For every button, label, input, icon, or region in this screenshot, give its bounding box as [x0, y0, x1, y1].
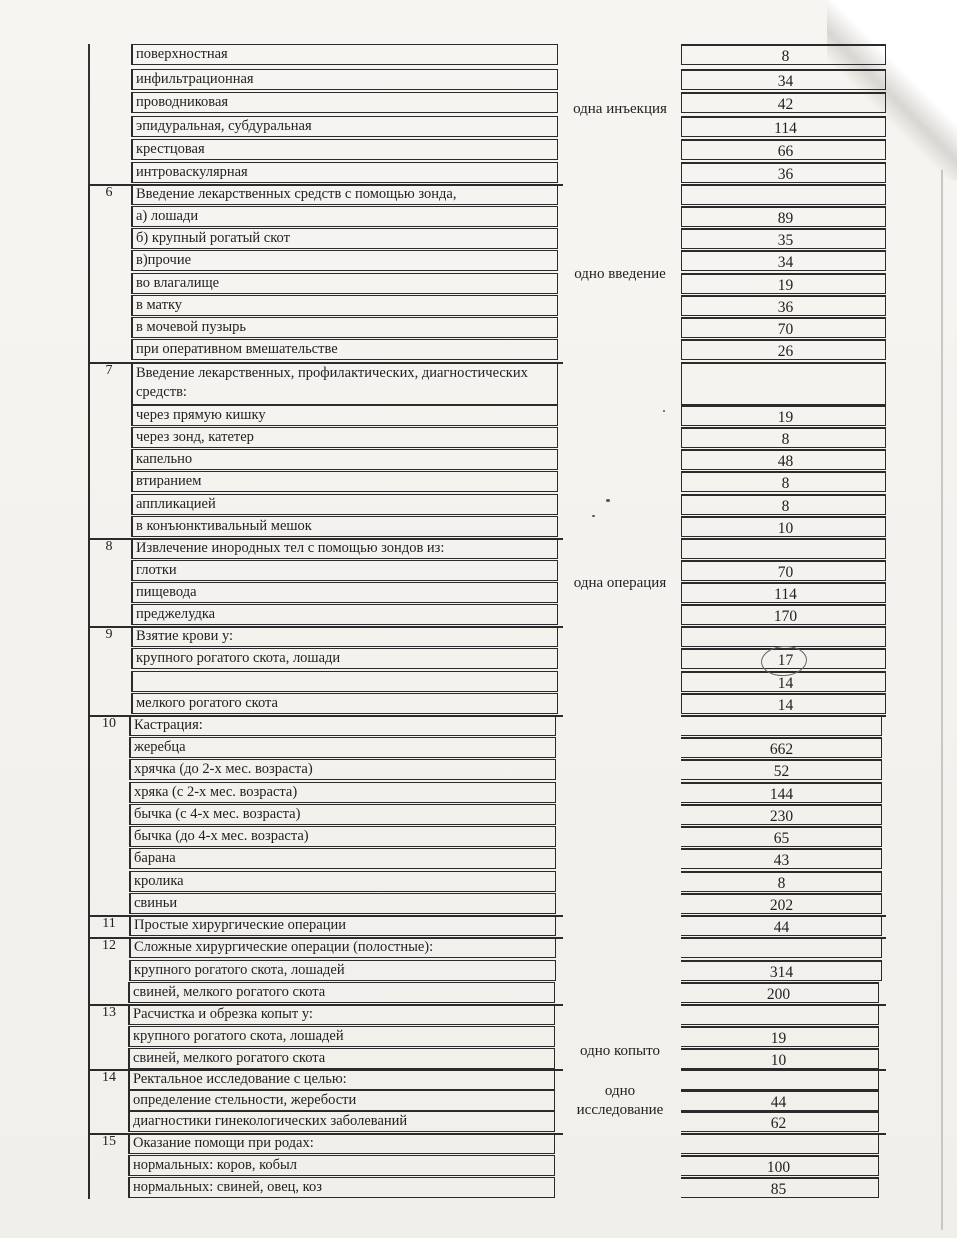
table-row — [0, 826, 957, 848]
table-row — [0, 139, 957, 161]
table-row — [0, 1048, 957, 1070]
row-number — [88, 317, 130, 339]
row-number — [88, 405, 130, 427]
service-description: глотки — [131, 560, 558, 581]
row-number — [88, 139, 130, 161]
service-description: б) крупный рогатый скот — [131, 228, 558, 249]
service-description: Ректальное исследование с целью: — [128, 1069, 555, 1090]
unit-label-injection: одна инъекция — [573, 100, 667, 117]
table-row — [0, 206, 957, 228]
price-value: 662 — [677, 737, 882, 758]
price-value: 70 — [681, 317, 886, 338]
price-value: 14 — [681, 671, 886, 692]
table-row — [0, 92, 957, 114]
table-row — [0, 626, 957, 648]
service-description: а) лошади — [131, 206, 558, 227]
table-row — [0, 494, 957, 516]
row-number — [88, 92, 130, 114]
row-number — [88, 648, 130, 670]
price-value: 19 — [674, 1026, 879, 1047]
row-number: 15 — [102, 1134, 116, 1149]
row-number: 12 — [102, 938, 116, 953]
row-number: 9 — [105, 627, 113, 642]
service-description: определение стельности, жеребости — [128, 1090, 555, 1111]
table-row — [0, 1069, 957, 1091]
price-value: 62 — [674, 1111, 879, 1132]
service-description: крестцовая — [131, 139, 558, 160]
service-description: Сложные хирургические операции (полостные): — [129, 937, 556, 958]
row-number: 14 — [102, 1070, 116, 1085]
service-description: нормальных: коров, кобыл — [128, 1155, 555, 1176]
table-row — [0, 1004, 957, 1026]
row-number — [88, 1026, 130, 1048]
table-row — [0, 1177, 957, 1199]
service-description: Введение лекарственных, профилактических, диагностических средств: — [131, 362, 558, 405]
service-description: крупного рогатого скота, лошадей — [128, 1026, 555, 1047]
row-number — [88, 1111, 130, 1133]
service-description: капельно — [131, 449, 558, 470]
price-value: 170 — [681, 604, 886, 625]
service-description: пищевода — [131, 582, 558, 603]
service-description: в мочевой пузырь — [131, 317, 558, 338]
price-value — [677, 715, 882, 736]
table-row — [0, 339, 957, 361]
unit-label-research: одно исследование — [576, 1083, 664, 1118]
table-row — [0, 273, 957, 295]
table-row — [0, 427, 957, 449]
service-description: Взятие крови у: — [131, 626, 558, 647]
row-number — [88, 339, 130, 361]
row-number — [88, 604, 130, 626]
price-value: 114 — [681, 116, 886, 137]
table-row — [0, 1155, 957, 1177]
table-row — [0, 560, 957, 582]
service-description: барана — [129, 848, 556, 869]
price-value: 70 — [681, 560, 886, 581]
row-number — [88, 848, 130, 870]
price-value: 100 — [674, 1155, 879, 1176]
service-description: проводниковая — [131, 92, 558, 113]
table-row — [0, 848, 957, 870]
row-number — [88, 560, 130, 582]
row-number: 7 — [105, 363, 113, 378]
table-row — [0, 250, 957, 272]
row-number — [88, 804, 130, 826]
service-description: интровaскулярная — [131, 162, 558, 183]
row-number — [88, 273, 130, 295]
price-value: 52 — [677, 759, 882, 780]
table-row — [0, 538, 957, 560]
price-value: 89 — [681, 206, 886, 227]
price-value — [681, 626, 886, 647]
service-description: бычка (до 4-х мес. возраста) — [129, 826, 556, 847]
row-number: 13 — [102, 1005, 116, 1020]
row-number — [88, 1177, 130, 1199]
price-value: 65 — [677, 826, 882, 847]
service-description: Кастрация: — [129, 715, 556, 736]
service-description: при оперативном вмешательстве — [131, 339, 558, 360]
table-row — [0, 317, 957, 339]
price-value: 314 — [677, 960, 882, 981]
table-row — [0, 693, 957, 715]
price-value: 85 — [674, 1177, 879, 1198]
service-description: Простые хирургические операции — [129, 915, 556, 936]
row-number — [88, 737, 130, 759]
price-value: 8 — [681, 494, 886, 515]
table-row — [0, 1026, 957, 1048]
table-row — [0, 715, 957, 737]
service-description: Расчистка и обрезка копыт у: — [128, 1004, 555, 1025]
service-description: эпидуральная, субдуральная — [131, 116, 558, 137]
price-value: 48 — [681, 449, 886, 470]
table-row — [0, 471, 957, 493]
service-description: в конъюнктивальный мешок — [131, 516, 558, 537]
service-description: через прямую кишку — [131, 405, 558, 426]
row-number: 10 — [102, 716, 116, 731]
price-value — [674, 1069, 879, 1090]
unit-label-operation: одна операция — [573, 574, 667, 591]
table-row — [0, 982, 957, 1004]
table-row — [0, 116, 957, 138]
table-row — [0, 960, 957, 982]
table-row — [0, 295, 957, 317]
table-row — [0, 782, 957, 804]
service-description: хрячка (до 2-х мес. возраста) — [129, 759, 556, 780]
service-description: поверхностная — [131, 44, 558, 65]
table-row — [0, 871, 957, 893]
service-description: крупного рогатого скота, лошади — [131, 648, 558, 669]
table-row — [0, 228, 957, 250]
scan-speck — [592, 515, 595, 517]
table-row — [0, 69, 957, 91]
price-value — [677, 937, 882, 958]
price-value: 34 — [681, 250, 886, 271]
price-value: 8 — [681, 427, 886, 448]
row-number — [88, 471, 130, 493]
service-description: свиней, мелкого рогатого скота — [128, 982, 555, 1003]
service-description: нормальных: свиней, овец, коз — [128, 1177, 555, 1198]
price-value — [681, 538, 886, 559]
price-value — [681, 362, 886, 405]
price-value: 35 — [681, 228, 886, 249]
service-description: диагностики гинекологических заболеваний — [128, 1111, 555, 1132]
table-row — [0, 184, 957, 206]
table-row — [0, 405, 957, 427]
row-number — [88, 494, 130, 516]
service-description: кролика — [129, 871, 556, 892]
row-number — [88, 826, 130, 848]
row-number — [88, 982, 130, 1004]
price-value: 26 — [681, 339, 886, 360]
row-number — [88, 295, 130, 317]
row-number: 8 — [105, 539, 113, 554]
row-number — [88, 693, 130, 715]
price-value: 144 — [677, 782, 882, 803]
service-description: аппликацией — [131, 494, 558, 515]
row-number: 6 — [105, 185, 113, 200]
row-number — [88, 250, 130, 272]
service-description: хряка (с 2-х мес. возраста) — [129, 782, 556, 803]
price-value: 200 — [674, 982, 879, 1003]
service-description: преджелудка — [131, 604, 558, 625]
row-number — [88, 871, 130, 893]
price-value: 230 — [677, 804, 882, 825]
price-value: 44 — [677, 915, 882, 936]
table-row — [0, 737, 957, 759]
service-description: Введение лекарственных средств с помощью зонда, — [131, 184, 558, 205]
table-row — [0, 671, 957, 693]
price-value: 44 — [674, 1090, 879, 1111]
row-number — [88, 1090, 130, 1112]
price-value: 66 — [681, 139, 886, 160]
price-value — [681, 184, 886, 205]
table-row — [0, 604, 957, 626]
table-row — [0, 759, 957, 781]
row-number — [88, 1155, 130, 1177]
price-value: 114 — [681, 582, 886, 603]
row-number — [88, 427, 130, 449]
service-description: инфильтрационная — [131, 69, 558, 90]
row-number — [88, 44, 130, 66]
service-description: в матку — [131, 295, 558, 316]
unit-label-hoof: одно копыто — [580, 1042, 660, 1059]
price-value: 8 — [681, 471, 886, 492]
row-number — [88, 116, 130, 138]
table-row — [0, 937, 957, 959]
service-description: через зонд, катетер — [131, 427, 558, 448]
price-value: 8 — [681, 44, 886, 65]
table-row — [0, 1090, 957, 1112]
service-description — [131, 671, 558, 692]
service-description: свиньи — [129, 893, 556, 914]
service-description: мелкого рогатого скота — [131, 693, 558, 714]
service-description: жеребца — [129, 737, 556, 758]
price-value: 202 — [677, 893, 882, 914]
row-number — [88, 782, 130, 804]
table-row — [0, 516, 957, 538]
unit-label-introduction: одно введение — [574, 265, 666, 282]
price-value — [674, 1004, 879, 1025]
row-number — [88, 228, 130, 250]
price-value: 43 — [677, 848, 882, 869]
price-value: 10 — [681, 516, 886, 537]
table-row — [0, 1133, 957, 1155]
row-number — [88, 69, 130, 91]
service-description: в)прочие — [131, 250, 558, 271]
row-number — [88, 893, 130, 915]
row-number — [88, 582, 130, 604]
price-value: 10 — [674, 1048, 879, 1069]
price-value: 19 — [681, 405, 886, 426]
row-number — [88, 671, 130, 693]
price-value: 17 — [681, 648, 886, 669]
service-description: Извлечение инородных тел с помощью зондов из: — [131, 538, 558, 559]
service-description: свиней, мелкого рогатого скота — [128, 1048, 555, 1069]
row-number — [88, 449, 130, 471]
row-number — [88, 162, 130, 184]
scan-speck — [663, 410, 665, 412]
service-description: втиранием — [131, 471, 558, 492]
table-row — [0, 582, 957, 604]
price-value: 36 — [681, 162, 886, 183]
table-row — [0, 804, 957, 826]
price-value: 42 — [681, 92, 886, 113]
table-row — [0, 362, 957, 400]
row-number — [88, 1048, 130, 1070]
price-value — [674, 1133, 879, 1154]
row-number — [88, 960, 130, 982]
service-description: во влагалище — [131, 273, 558, 294]
service-description: Оказание помощи при родах: — [128, 1133, 555, 1154]
table-row — [0, 915, 957, 937]
price-value: 34 — [681, 69, 886, 90]
table-row — [0, 648, 957, 670]
table-row — [0, 44, 957, 66]
price-value: 19 — [681, 273, 886, 294]
table-row — [0, 449, 957, 471]
table-row — [0, 1111, 957, 1133]
row-number: 11 — [102, 916, 116, 931]
price-value: 36 — [681, 295, 886, 316]
price-value: 8 — [677, 871, 882, 892]
price-value: 14 — [681, 693, 886, 714]
service-description: бычка (с 4-х мес. возраста) — [129, 804, 556, 825]
table-row — [0, 893, 957, 915]
service-description: крупного рогатого скота, лошадей — [129, 960, 556, 981]
row-number — [88, 759, 130, 781]
row-number — [88, 206, 130, 228]
table-row — [0, 162, 957, 184]
scan-speck — [606, 499, 610, 502]
row-number — [88, 516, 130, 538]
